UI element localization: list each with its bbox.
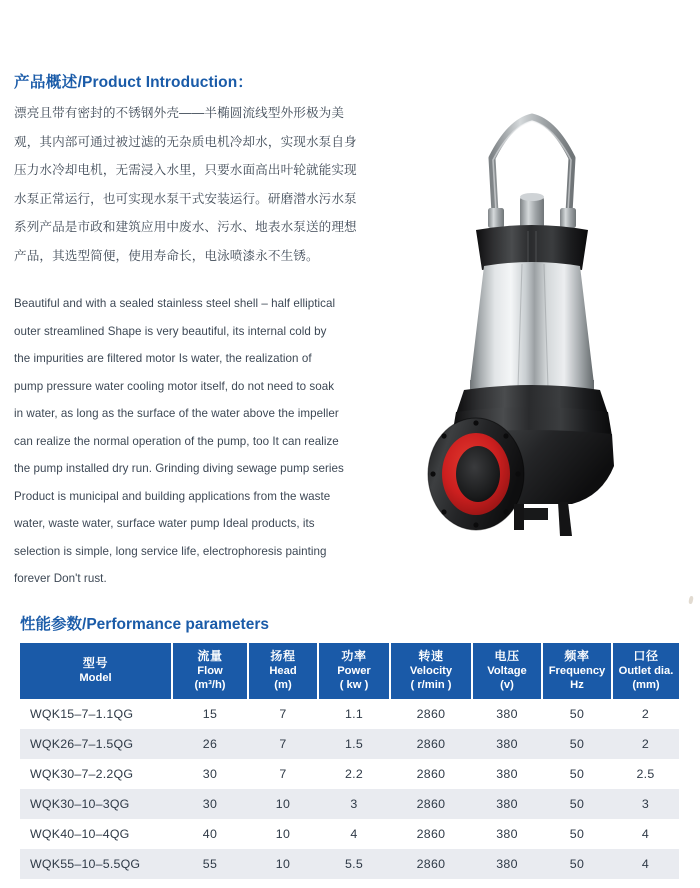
support-foot-left bbox=[514, 504, 524, 530]
voltage-header-unit: (v) bbox=[500, 679, 514, 691]
outlet-header-unit: (mm) bbox=[632, 679, 660, 691]
power-header-en: Power bbox=[337, 665, 371, 677]
voltage-header-en: Voltage bbox=[487, 665, 527, 677]
performance-parameters-heading bbox=[20, 612, 680, 634]
cell-head: 10 bbox=[275, 827, 291, 841]
cable-gland-top bbox=[520, 193, 544, 201]
cell-outlet-dia: 3 bbox=[641, 797, 650, 811]
table-row bbox=[20, 699, 679, 729]
cell-frequency: 50 bbox=[569, 707, 585, 721]
discharge-flange bbox=[428, 418, 524, 530]
cell-model: WQK26–7–1.5QG bbox=[30, 737, 134, 751]
frequency-header-en: Frequency bbox=[548, 665, 606, 677]
performance-parameters-section bbox=[20, 612, 680, 879]
cell-power: 1.1 bbox=[344, 707, 364, 721]
cell-outlet-dia: 2 bbox=[641, 737, 650, 751]
flange-bolt-hole bbox=[441, 433, 446, 438]
cell-model: WQK15–7–1.1QG bbox=[30, 707, 134, 721]
perf-heading-english: Performance parameters bbox=[86, 616, 269, 633]
stainless-steel-housing bbox=[470, 262, 594, 384]
performance-table-header bbox=[20, 643, 679, 699]
product-photo bbox=[372, 84, 692, 554]
column-header-velocity bbox=[390, 643, 472, 699]
power-header-unit: ( kw ) bbox=[339, 679, 369, 691]
cell-voltage: 380 bbox=[496, 827, 518, 841]
cell-power: 3 bbox=[350, 797, 358, 811]
cell-flow: 55 bbox=[202, 857, 218, 871]
head-header-cn: 扬程 bbox=[270, 649, 296, 663]
cell-outlet-dia: 2 bbox=[641, 707, 650, 721]
column-header-frequency bbox=[542, 643, 612, 699]
cell-velocity: 2860 bbox=[416, 827, 446, 841]
frequency-header-cn: 频率 bbox=[564, 649, 590, 663]
cell-head: 10 bbox=[275, 857, 291, 871]
cell-velocity: 2860 bbox=[416, 707, 446, 721]
support-foot-right bbox=[558, 502, 572, 536]
cell-model: WQK55–10–5.5QG bbox=[30, 857, 141, 871]
cell-voltage: 380 bbox=[496, 797, 518, 811]
flange-bolt-hole bbox=[441, 509, 446, 514]
cell-head: 10 bbox=[275, 797, 291, 811]
performance-table bbox=[20, 643, 679, 879]
table-row bbox=[20, 819, 679, 849]
handle-bolt-right bbox=[560, 208, 576, 228]
cell-power: 2.2 bbox=[344, 767, 364, 781]
cell-outlet-dia: 4 bbox=[641, 827, 650, 841]
cell-outlet-dia: 2.5 bbox=[636, 767, 655, 781]
column-header-head bbox=[248, 643, 318, 699]
heading-chinese: 产品概述 bbox=[14, 74, 78, 91]
cell-head: 7 bbox=[279, 707, 287, 721]
heading-english: Product Introduction bbox=[82, 74, 238, 91]
cell-voltage: 380 bbox=[496, 767, 518, 781]
cell-power: 5.5 bbox=[344, 857, 364, 871]
cell-power: 4 bbox=[350, 827, 358, 841]
cell-velocity: 2860 bbox=[416, 767, 446, 781]
cell-model: WQK40–10–4QG bbox=[30, 827, 130, 841]
head-header-en: Head bbox=[269, 665, 297, 677]
table-header-row bbox=[20, 643, 679, 699]
performance-table-body bbox=[20, 699, 679, 879]
column-header-voltage bbox=[472, 643, 542, 699]
product-introduction-heading bbox=[14, 70, 362, 92]
perf-heading-chinese: 性能参数 bbox=[20, 616, 83, 633]
table-row bbox=[20, 849, 679, 879]
cell-model: WQK30–7–2.2QG bbox=[30, 767, 134, 781]
cell-outlet-dia: 4 bbox=[641, 857, 650, 871]
cell-flow: 26 bbox=[202, 737, 218, 751]
cable-gland bbox=[520, 196, 544, 230]
cell-frequency: 50 bbox=[569, 767, 585, 781]
table-row bbox=[20, 789, 679, 819]
cell-flow: 40 bbox=[202, 827, 218, 841]
flange-bore bbox=[456, 446, 500, 502]
heading-colon: ： bbox=[237, 74, 253, 91]
cell-velocity: 2860 bbox=[416, 737, 446, 751]
cell-head: 7 bbox=[279, 737, 287, 751]
flow-header-en: Flow bbox=[197, 665, 223, 677]
introduction-english-paragraph: Beautiful and with a sealed stainless steel shell – half elliptical outer streamlined Shape is very beautiful, its internal cold by the impurities are filtered motor Is water, the realization of pump pressure water cooling motor itself, do not need to soak in water, as long as the surface of the water above the impeller can realize the normal operation of the pump, too It can realize the pump installed dry run. Grinding diving sewage pump series Product is municipal and building applications from the waste water, waste water, surface water pump Ideal products, its selection is simple, long service life, electrophoresis painting forever Don't rust. bbox=[14, 297, 344, 585]
table-row bbox=[20, 759, 679, 789]
scan-artifact bbox=[688, 596, 694, 605]
column-header-flow bbox=[172, 643, 248, 699]
velocity-header-cn: 转速 bbox=[418, 649, 444, 663]
paragraph-spacer bbox=[14, 270, 362, 290]
model-header-en: Model bbox=[79, 672, 112, 684]
column-header-outlet-dia bbox=[612, 643, 679, 699]
cell-flow: 30 bbox=[202, 797, 218, 811]
heading-separator: / bbox=[77, 74, 83, 91]
cell-frequency: 50 bbox=[569, 857, 585, 871]
table-row bbox=[20, 729, 679, 759]
flange-bolt-hole bbox=[515, 471, 520, 476]
introduction-chinese-paragraph: 漂亮且带有密封的不锈钢外壳——半椭圆流线型外形极为美观，其内部可通过被过滤的无杂质电机冷却水，实现水泵自身压力水冷却电机，无需浸入水里，只要水面高出叶轮就能实现水泵正常运行，也可实现水泵干式安装运行。研磨潜水污水泵系列产品是市政和建筑应用中废水、污水、地表水泵送的理想产品，其选型简便，使用寿命长，电泳喷漆永不生锈。 bbox=[14, 106, 357, 263]
flow-header-unit: (m³/h) bbox=[194, 679, 226, 691]
cell-frequency: 50 bbox=[569, 797, 585, 811]
cell-frequency: 50 bbox=[569, 737, 585, 751]
column-header-model bbox=[20, 643, 172, 699]
outlet-header-cn: 口径 bbox=[633, 649, 659, 663]
cell-power: 1.5 bbox=[344, 737, 364, 751]
column-header-power bbox=[318, 643, 390, 699]
model-header-cn: 型号 bbox=[82, 656, 109, 670]
product-introduction-section bbox=[14, 70, 362, 593]
cell-frequency: 50 bbox=[569, 827, 585, 841]
voltage-header-cn: 电压 bbox=[494, 649, 520, 663]
foot-web bbox=[524, 508, 548, 520]
cell-velocity: 2860 bbox=[416, 857, 446, 871]
cell-flow: 15 bbox=[202, 707, 218, 721]
frequency-header-unit: Hz bbox=[570, 679, 584, 691]
perf-heading-separator: / bbox=[82, 616, 87, 633]
cell-voltage: 380 bbox=[496, 857, 518, 871]
handle-bolt-left bbox=[488, 208, 504, 228]
cell-velocity: 2860 bbox=[416, 797, 446, 811]
head-header-unit: (m) bbox=[274, 679, 292, 691]
power-header-cn: 功率 bbox=[341, 649, 367, 663]
flange-bolt-hole bbox=[503, 433, 508, 438]
velocity-header-en: Velocity bbox=[409, 665, 453, 677]
cell-model: WQK30–10–3QG bbox=[30, 797, 130, 811]
flange-bolt-hole bbox=[473, 420, 478, 425]
outlet-header-en: Outlet dia. bbox=[618, 665, 674, 677]
cell-flow: 30 bbox=[202, 767, 218, 781]
cell-voltage: 380 bbox=[496, 737, 518, 751]
cell-head: 7 bbox=[279, 767, 287, 781]
cell-voltage: 380 bbox=[496, 707, 518, 721]
velocity-header-unit: ( r/min ) bbox=[410, 679, 452, 691]
submersible-sewage-pump-illustration bbox=[372, 84, 692, 554]
flow-header-cn: 流量 bbox=[197, 649, 223, 663]
flange-bolt-hole bbox=[430, 471, 435, 476]
flange-bolt-hole bbox=[473, 522, 478, 527]
flange-bolt-hole bbox=[503, 509, 508, 514]
